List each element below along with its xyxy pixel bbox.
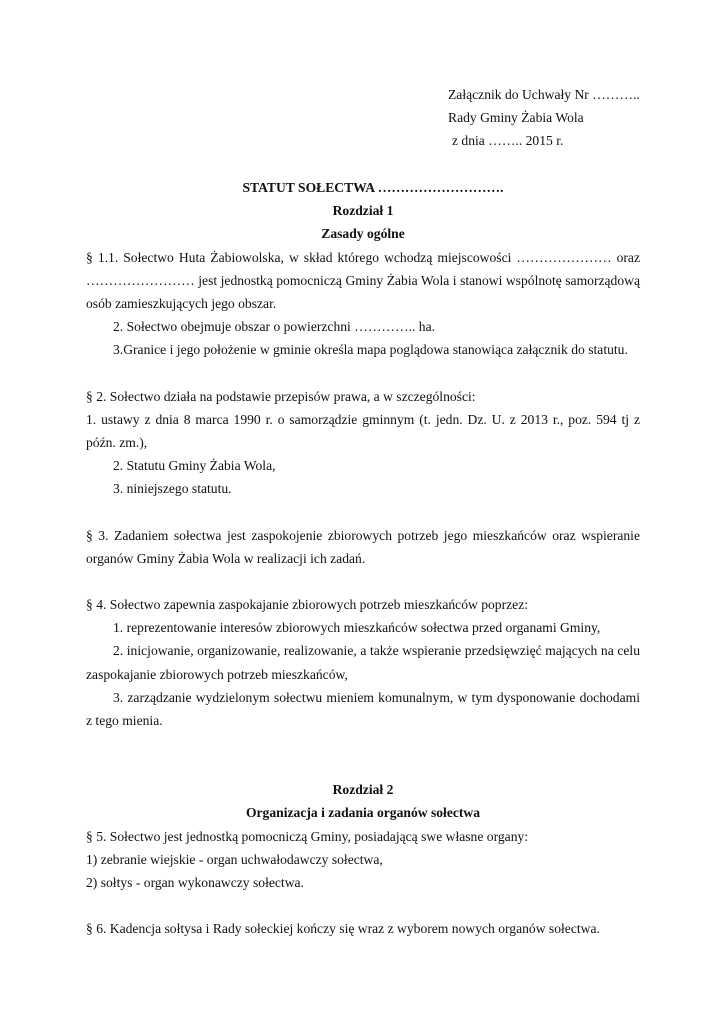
paragraph-2-item-3: 3. niniejszego statutu. (113, 481, 232, 497)
chapter-2-heading: Rozdział 2 (332, 782, 394, 798)
paragraph-5-item-2: 2) sołtys - organ wykonawczy sołectwa. (86, 875, 304, 891)
paragraph-4-item-2: 2. inicjowanie, organizowanie, realizowanie, a także wspieranie przedsięwzięć mających na celu zaspokajanie zbiorowych potrzeb mieszkańców, (86, 643, 640, 682)
paragraph-1-3: 3.Granice i jego położenie w gminie określa mapa poglądowa stanowiąca załącznik do statutu. (113, 342, 628, 358)
annex-line-3: z dnia …….. 2015 r. (452, 133, 564, 148)
paragraph-5-item-1: 1) zebranie wiejskie - organ uchwałodawczy sołectwa, (86, 851, 383, 867)
paragraph-4-intro: § 4. Sołectwo zapewnia zaspokajanie zbiorowych potrzeb mieszkańców poprzez: (86, 597, 529, 613)
chapter-2-subheading: Organizacja i zadania organów sołectwa (245, 805, 481, 821)
annex-line-2: Rady Gminy Żabia Wola (448, 110, 584, 125)
document-body (86, 176, 640, 940)
paragraph-2-item-2: 2. Statutu Gminy Żabia Wola, (113, 458, 276, 474)
paragraph-2-intro: § 2. Sołectwo działa na podstawie przepisów prawa, a w szczególności: (86, 388, 476, 404)
paragraph-3: § 3. Zadaniem sołectwa jest zaspokojenie zbiorowych potrzeb jego mieszkańców oraz wspieranie organów Gminy Żabia Wola w realizacji ich zadań. (86, 527, 640, 566)
paragraph-4-item-1: 1. reprezentowanie interesów zbiorowych mieszkańców sołectwa przed organami Gminy, (113, 620, 601, 636)
paragraph-1-2: 2. Sołectwo obejmuje obszar o powierzchni ………….. ha. (113, 319, 436, 335)
paragraph-5-intro: § 5. Sołectwo jest jednostką pomocniczą Gminy, posiadającą swe własne organy: (86, 828, 529, 844)
chapter-1-subheading: Zasady ogólne (321, 226, 405, 242)
annex-header (448, 83, 640, 152)
paragraph-6: § 6. Kadencja sołtysa i Rady sołeckiej kończy się wraz z wyborem nowych organów sołectwa. (86, 921, 600, 937)
paragraph-1-1: § 1.1. Sołectwo Huta Żabiowolska, w skład którego wchodzą miejscowości ………………… oraz …………………… jest jednostką pomocniczą Gminy Żabia Wola i stanowi wspólnotę samorządową osób zamieszkujących jego obszar. (86, 249, 640, 312)
annex-line-1: Załącznik do Uchwały Nr ……….. (448, 87, 640, 102)
paragraph-4-item-3: 3. zarządzanie wydzielonym sołectwu mieniem komunalnym, w tym dysponowanie dochodami z tego mienia. (86, 689, 640, 729)
paragraph-2-item-1: 1. ustawy z dnia 8 marca 1990 r. o samorządzie gminnym (t. jedn. Dz. U. z 2013 r., poz. 594 tj z późn. zm.), (86, 411, 640, 451)
document-title: STATUT SOŁECTWA ………………………. (242, 180, 504, 195)
chapter-1-heading: Rozdział 1 (332, 203, 394, 219)
